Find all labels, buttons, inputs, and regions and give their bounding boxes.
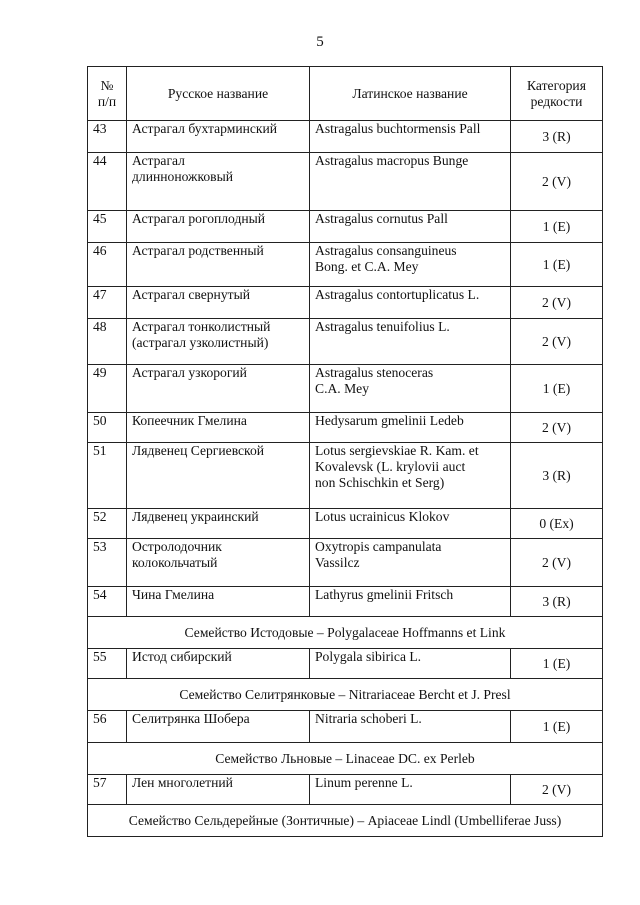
latin-name <box>310 243 511 287</box>
table-row <box>88 365 603 413</box>
russian-name-line: колокольчатый <box>132 555 218 570</box>
russian-name-line: Астрагал родственный <box>132 243 264 258</box>
table-row <box>88 319 603 365</box>
russian-name-line: Лядвенец украинский <box>132 509 259 524</box>
latin-name <box>310 587 511 617</box>
latin-name-line: Astragalus contortuplicatus L. <box>315 287 480 302</box>
row-number: 55 <box>88 649 127 679</box>
rarity-category: 3 (R) <box>511 587 603 617</box>
table-row <box>88 775 603 805</box>
latin-name-line: Linum perenne L. <box>315 775 413 790</box>
latin-name-line: Polygala sibirica L. <box>315 649 422 664</box>
row-number: 45 <box>88 211 127 243</box>
latin-name <box>310 413 511 443</box>
latin-name <box>310 211 511 243</box>
russian-name <box>127 539 310 587</box>
table-row <box>88 711 603 743</box>
rarity-category: 2 (V) <box>511 775 603 805</box>
latin-name-line: Astragalus tenuifolius L. <box>315 319 450 334</box>
table-row <box>88 243 603 287</box>
latin-name-line: Astragalus consanguineus <box>315 243 457 258</box>
latin-name <box>310 649 511 679</box>
row-number: 43 <box>88 121 127 153</box>
latin-name-line: Nitraria schoberi L. <box>315 711 422 726</box>
row-number: 56 <box>88 711 127 743</box>
russian-name <box>127 649 310 679</box>
family-row <box>88 679 603 711</box>
row-number: 51 <box>88 443 127 509</box>
russian-name <box>127 413 310 443</box>
latin-name <box>310 153 511 211</box>
russian-name-line: Астрагал свернутый <box>132 287 250 302</box>
latin-name <box>310 775 511 805</box>
header-rarity-category <box>511 67 603 121</box>
rarity-category: 2 (V) <box>511 539 603 587</box>
table-row <box>88 649 603 679</box>
rarity-category: 3 (R) <box>511 121 603 153</box>
latin-name <box>310 711 511 743</box>
family-name: Семейство Льновые – Linaceae DC. ex Perleb <box>88 743 603 775</box>
row-number: 53 <box>88 539 127 587</box>
russian-name-line: Копеечник Гмелина <box>132 413 247 428</box>
rarity-category: 3 (R) <box>511 443 603 509</box>
russian-name <box>127 775 310 805</box>
table-row <box>88 287 603 319</box>
header-russian-name: Русское название <box>127 67 310 121</box>
russian-name-line: Астрагал узкорогий <box>132 365 247 380</box>
table-body <box>88 121 603 837</box>
latin-name-line: Bong. et C.A. Mey <box>315 259 419 274</box>
rarity-category: 2 (V) <box>511 319 603 365</box>
table-row <box>88 121 603 153</box>
row-number: 52 <box>88 509 127 539</box>
latin-name-line: Lotus ucrainicus Klokov <box>315 509 450 524</box>
row-number: 50 <box>88 413 127 443</box>
latin-name-line: Hedysarum gmelinii Ledeb <box>315 413 464 428</box>
header-latin-name: Латинское название <box>310 67 511 121</box>
table-header-row <box>88 67 603 121</box>
page-number: 5 <box>316 34 324 50</box>
russian-name-line: Лен многолетний <box>132 775 233 790</box>
rarity-category: 2 (V) <box>511 153 603 211</box>
header-num-line-2: п/п <box>97 93 117 109</box>
table-row <box>88 211 603 243</box>
rarity-category: 1 (E) <box>511 365 603 413</box>
row-number: 54 <box>88 587 127 617</box>
russian-name <box>127 443 310 509</box>
header-cat-line-2: редкости <box>530 93 583 109</box>
russian-name <box>127 287 310 319</box>
family-row <box>88 805 603 837</box>
russian-name <box>127 211 310 243</box>
latin-name-line: Kovalevsk (L. krylovii auct <box>315 459 466 474</box>
rarity-category: 1 (E) <box>511 243 603 287</box>
latin-name <box>310 121 511 153</box>
russian-name-line: Остролодочник <box>132 539 222 554</box>
russian-name <box>127 365 310 413</box>
table-row <box>88 509 603 539</box>
russian-name <box>127 121 310 153</box>
row-number: 49 <box>88 365 127 413</box>
russian-name <box>127 711 310 743</box>
latin-name-line: C.A. Mey <box>315 381 369 396</box>
red-book-species-table <box>87 66 603 837</box>
russian-name <box>127 243 310 287</box>
header-num-line-1: № <box>100 77 114 93</box>
family-name: Семейство Сельдерейные (Зонтичные) – Apiaceae Lindl (Umbelliferae Juss) <box>88 805 603 837</box>
russian-name-line: Астрагал <box>132 153 185 168</box>
russian-name <box>127 587 310 617</box>
latin-name <box>310 539 511 587</box>
row-number: 57 <box>88 775 127 805</box>
russian-name <box>127 153 310 211</box>
row-number: 46 <box>88 243 127 287</box>
row-number: 44 <box>88 153 127 211</box>
russian-name-line: Астрагал бухтарминский <box>132 121 278 136</box>
family-row <box>88 743 603 775</box>
latin-name-line: Vassilcz <box>315 555 360 570</box>
row-number: 48 <box>88 319 127 365</box>
rarity-category: 2 (V) <box>511 413 603 443</box>
russian-name <box>127 319 310 365</box>
header-num <box>88 67 127 121</box>
russian-name-line: Лядвенец Сергиевской <box>132 443 265 458</box>
russian-name-line: Истод сибирский <box>132 649 232 664</box>
family-name: Семейство Селитрянковые – Nitrariaceae Bercht et J. Presl <box>88 679 603 711</box>
family-name: Семейство Истодовые – Polygalaceae Hoffmanns et Link <box>88 617 603 649</box>
table-row <box>88 587 603 617</box>
latin-name-line: Astragalus stenoceras <box>315 365 434 380</box>
table-row <box>88 413 603 443</box>
russian-name-line: Селитрянка Шобера <box>132 711 250 726</box>
latin-name <box>310 319 511 365</box>
latin-name-line: Lathyrus gmelinii Fritsch <box>315 587 454 602</box>
table-row <box>88 443 603 509</box>
latin-name-line: Astragalus cornutus Pall <box>315 211 448 226</box>
rarity-category: 1 (E) <box>511 711 603 743</box>
table-row <box>88 539 603 587</box>
latin-name-line: Lotus sergievskiae R. Kam. et <box>315 443 479 458</box>
russian-name <box>127 509 310 539</box>
latin-name <box>310 365 511 413</box>
russian-name-line: Чина Гмелина <box>132 587 215 602</box>
rarity-category: 0 (Ex) <box>511 509 603 539</box>
latin-name <box>310 443 511 509</box>
row-number: 47 <box>88 287 127 319</box>
russian-name-line: (астрагал узколистный) <box>132 335 269 350</box>
latin-name <box>310 509 511 539</box>
rarity-category: 2 (V) <box>511 287 603 319</box>
latin-name-line: Oxytropis campanulata <box>315 539 442 554</box>
latin-name-line: Astragalus buchtormensis Pall <box>315 121 481 136</box>
latin-name <box>310 287 511 319</box>
header-cat-line-1: Категория <box>527 77 586 93</box>
rarity-category: 1 (E) <box>511 211 603 243</box>
latin-name-line: non Schischkin et Serg) <box>315 475 445 490</box>
russian-name-line: Астрагал тонколистный <box>132 319 271 334</box>
russian-name-line: Астрагал рогоплодный <box>132 211 266 226</box>
russian-name-line: длинноножковый <box>132 169 233 184</box>
table-row <box>88 153 603 211</box>
latin-name-line: Astragalus macropus Bunge <box>315 153 469 168</box>
rarity-category: 1 (E) <box>511 649 603 679</box>
family-row <box>88 617 603 649</box>
